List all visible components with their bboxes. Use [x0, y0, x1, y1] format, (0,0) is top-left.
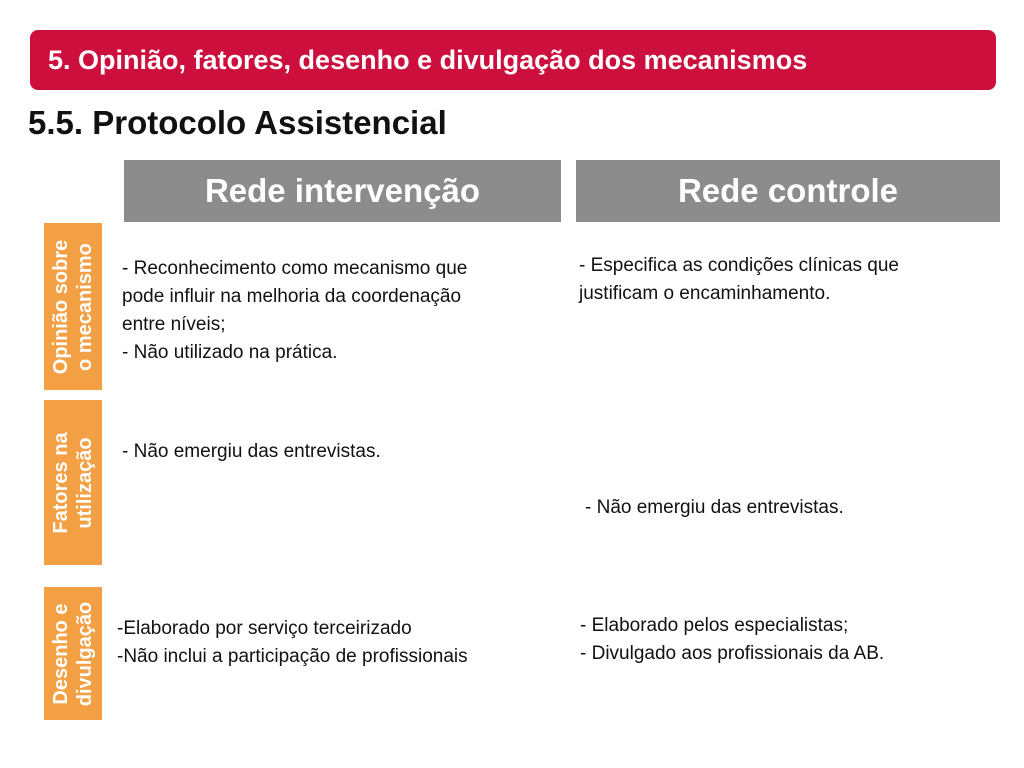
cell-text-line: pode influir na melhoria da coordenação	[122, 286, 462, 307]
cell-desenho-intervencao	[117, 615, 468, 671]
cell-opiniao-intervencao	[122, 255, 467, 367]
column-header-intervencao	[124, 160, 561, 222]
cell-text-line: - Elaborado pelos especialistas;	[580, 615, 849, 636]
cell-fatores-controle	[585, 438, 844, 550]
row-label-line: o mecanismo	[74, 242, 96, 371]
section-title: 5. Opinião, fatores, desenho e divulgação dos mecanismos	[48, 44, 808, 75]
cell-opiniao-controle	[579, 252, 899, 308]
cell-fatores-intervencao	[122, 438, 381, 466]
row-label-line: utilização	[74, 436, 96, 529]
cell-text-line: - Não utilizado na prática.	[122, 342, 338, 363]
cell-text-line: justificam o encaminhamento.	[579, 283, 831, 304]
cell-text-line: - Não emergiu das entrevistas.	[585, 497, 844, 518]
cell-text-line: - Não emergiu das entrevistas.	[122, 441, 381, 462]
cell-text-line: - Especifica as condições clínicas que	[579, 255, 899, 276]
cell-text-line: - Divulgado aos profissionais da AB.	[580, 643, 885, 664]
row-label-line: Fatores na	[50, 431, 72, 534]
row-label-line: Opinião sobre	[50, 239, 72, 374]
row-label-line: divulgação	[74, 601, 96, 706]
cell-text-line: -Elaborado por serviço terceirizado	[117, 618, 412, 639]
column-header-controle	[576, 160, 1000, 222]
section-banner	[30, 30, 996, 90]
column-header-intervencao-label: Rede intervenção	[204, 172, 481, 209]
slide-subtitle: 5.5. Protocolo Assistencial	[28, 104, 447, 141]
row-label-opiniao	[44, 223, 102, 390]
cell-desenho-controle	[580, 612, 884, 668]
cell-text-line: -Não inclui a participação de profissionais	[117, 646, 468, 667]
row-label-fatores	[44, 400, 102, 565]
column-header-controle-label: Rede controle	[677, 172, 899, 209]
cell-text-line: - Reconhecimento como mecanismo que	[122, 258, 468, 279]
row-label-line: Desenho e	[50, 602, 72, 705]
cell-text-line: entre níveis;	[122, 314, 226, 335]
row-label-desenho	[44, 587, 102, 720]
